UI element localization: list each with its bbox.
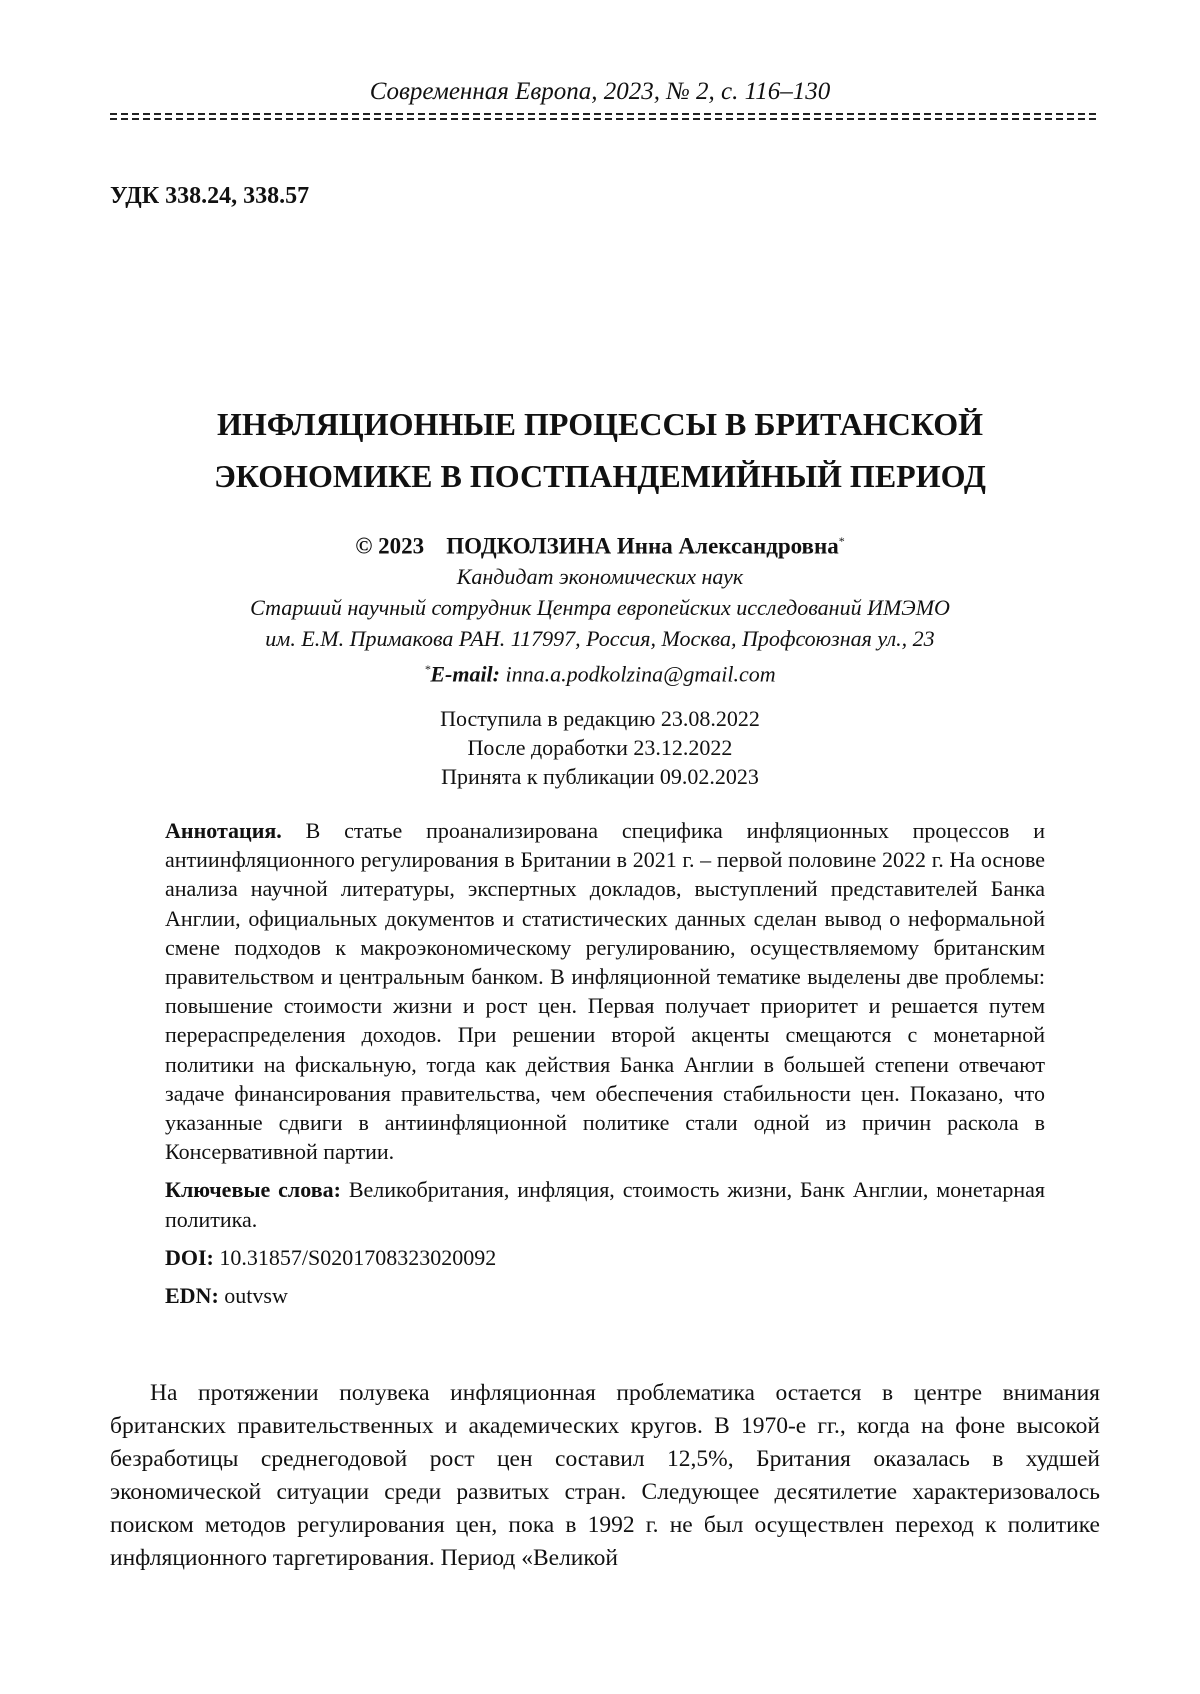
doi-value[interactable]: 10.31857/S0201708323020092 [219,1244,497,1270]
abstract-block [165,816,1045,1319]
edn-label: EDN: [165,1283,219,1309]
header-rule-top [110,113,1100,115]
author-degree: Кандидат экономических наук [456,564,744,590]
date-revised: После доработки 23.12.2022 [467,735,733,760]
footnote-mark: * [838,534,845,548]
body-paragraph-1: На протяжении полувека инфляционная проблематика остается в центре внимания британских правительственных и академических кругов. В 1970-е гг., когда на фоне высокой безработицы среднегодовой рост цен составил 12,5%, Британия оказалась в худшей экономической ситуации среди развитых стран. Следующее десятилетие характеризовалось поиском методов регулирования цен, пока в 1992 г. не был осуществлен переход к политике инфляционного таргетирования. Период «Великой [110,1380,1100,1571]
edn-value: outvsw [224,1283,288,1309]
doi-paragraph [165,1243,1045,1272]
author-position: Старший научный сотрудник Центра европейских исследований ИМЭМО [250,595,950,621]
author-address: им. Е.М. Примакова РАН. 117997, Россия, Москва, Профсоюзная ул., 23 [265,626,935,652]
title-line-1: ИНФЛЯЦИОННЫЕ ПРОЦЕССЫ В БРИТАНСКОЙ [216,406,984,442]
date-received: Поступила в редакцию 23.08.2022 [440,706,760,731]
journal-header: Современная Европа, 2023, № 2, с. 116–130 [369,78,831,105]
udk-code: УДК 338.24, 338.57 [110,183,310,209]
abstract-paragraph [165,816,1045,1166]
author-block [0,526,1200,690]
abstract-text: В статье проанализирована специфика инфляционных процессов и антиинфляционного регулирования в Британии в 2021 г. – первой половине 2022 г. На основе анализа научной литературы, экспертных докладов, выступлений представителей Банка Англии, официальных документов и статистических данных сделан вывод о неформальной смене подходов к макроэкономическому регулированию, осуществляемому британским правительством и центральным банком. В инфляционной тематике выделены две проблемы: повышение стоимости жизни и рост цен. Первая получает приоритет и решается путем перераспределения доходов. При решении второй акценты смещаются с монетарной политики на фискальную, тогда как действия Банка Англии в большей степени отвечают задаче финансирования правительства, чем обеспечения стабильности цен. Показано, что указанные сдвиги в антиинфляционной политике стали одной из причин раскола в Консервативной партии. [165,818,1046,1165]
email-footnote-mark: * [424,662,431,677]
header-rule-bottom [110,118,1100,120]
publication-dates [0,704,1200,791]
author-email[interactable]: inna.a.podkolzina@gmail.com [505,661,776,687]
keywords-text: Великобритания, инфляция, стоимость жизни, Банк Англии, монетарная политика. [165,1177,1046,1232]
doi-label: DOI: [165,1244,214,1270]
date-accepted: Принята к публикации 09.02.2023 [441,764,759,789]
abstract-label: Аннотация. [165,818,282,843]
keywords-paragraph [165,1175,1045,1233]
email-label: E-mail: [430,661,500,687]
article-title [0,398,1200,502]
copyright: © 2023 [355,533,425,559]
title-line-2: ЭКОНОМИКЕ В ПОСТПАНДЕМИЙНЫЙ ПЕРИОД [214,458,986,494]
author-name: ПОДКОЛЗИНА Инна Александровна [446,533,839,559]
keywords-label: Ключевые слова: [165,1177,341,1203]
edn-paragraph [165,1281,1045,1310]
